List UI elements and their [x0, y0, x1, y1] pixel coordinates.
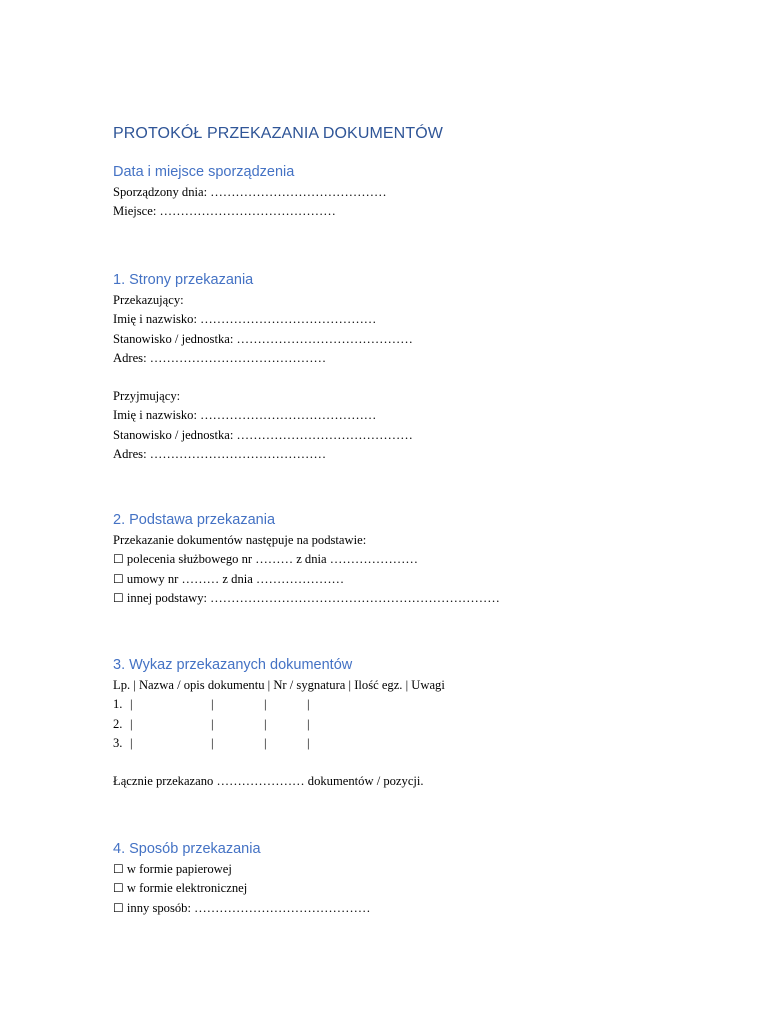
method-option-label: w formie papierowej	[126, 862, 232, 876]
cell-separator: |	[264, 716, 267, 731]
section-date-place	[113, 161, 387, 222]
method-option-label: w formie elektronicznej	[126, 881, 248, 896]
cell-separator: |	[130, 735, 133, 750]
section-heading-parties: 1. Strony przekazania	[113, 272, 254, 288]
section-basis	[113, 509, 500, 608]
method-option-label: inny sposób: ……………………………………	[126, 900, 371, 915]
table-header-row: Lp. | Nazwa / opis dokumentu | Nr / sygnatura | Ilość egz. | Uwagi	[113, 678, 445, 692]
cell-separator: |	[130, 716, 133, 731]
cell-separator: |	[211, 716, 214, 731]
giver-label: Przekazujący:	[113, 293, 184, 307]
receiver-label: Przyjmujący:	[113, 389, 181, 404]
cell-separator: |	[307, 735, 310, 750]
checkbox-icon[interactable]: ☐	[113, 571, 124, 586]
receiver-position: Stanowisko / jednostka: ……………………………………	[113, 427, 413, 442]
receiver-address: Adres: ……………………………………	[113, 447, 327, 462]
giver-position: Stanowisko / jednostka: ……………………………………	[113, 331, 413, 346]
checkbox-icon[interactable]: ☐	[113, 590, 124, 605]
basis-intro: Przekazanie dokumentów następuje na podstawie:	[113, 533, 367, 547]
table-row	[113, 695, 445, 714]
document-title: PROTOKÓŁ PRZEKAZANIA DOKUMENTÓW	[113, 125, 443, 142]
cell-separator: |	[130, 697, 133, 712]
cell-separator: |	[307, 697, 310, 712]
method-option[interactable]	[113, 860, 370, 879]
receiver-name: Imię i nazwisko: ……………………………………	[113, 408, 377, 423]
row-number: 2.	[113, 716, 123, 731]
row-number: 1.	[113, 697, 123, 712]
checkbox-icon[interactable]: ☐	[113, 881, 124, 896]
row-number: 3.	[113, 735, 123, 750]
section-document-list	[113, 654, 445, 791]
checkbox-icon[interactable]: ☐	[113, 900, 124, 915]
table-row	[113, 734, 445, 753]
section-transfer-method	[113, 838, 370, 918]
method-option[interactable]	[113, 879, 370, 898]
section-parties	[113, 269, 413, 464]
checkbox-icon[interactable]: ☐	[113, 862, 124, 876]
method-option[interactable]	[113, 899, 370, 918]
basis-option[interactable]	[113, 550, 500, 569]
basis-option-label: polecenia służbowego nr ……… z dnia …………………	[126, 552, 418, 567]
cell-separator: |	[264, 735, 267, 750]
basis-option-label: umowy nr ……… z dnia …………………	[126, 571, 345, 586]
section-heading-document-list: 3. Wykaz przekazanych dokumentów	[113, 657, 353, 673]
cell-separator: |	[264, 697, 267, 712]
basis-option[interactable]	[113, 589, 500, 608]
section-heading-basis: 2. Podstawa przekazania	[113, 512, 276, 528]
checkbox-icon[interactable]: ☐	[113, 552, 124, 567]
giver-address: Adres: ……………………………………	[113, 350, 327, 365]
cell-separator: |	[211, 735, 214, 750]
section-heading-date-place: Data i miejsce sporządzenia	[113, 164, 295, 180]
cell-separator: |	[307, 716, 310, 731]
summary-line: Łącznie przekazano ………………… dokumentów / pozycji.	[113, 774, 424, 789]
date-line: Sporządzony dnia: ……………………………………	[113, 185, 387, 199]
section-heading-transfer-method: 4. Sposób przekazania	[113, 841, 261, 857]
basis-option-label: innej podstawy: ……………………………………………………………	[126, 590, 500, 605]
giver-name: Imię i nazwisko: ……………………………………	[113, 312, 377, 327]
place-line: Miejsce: ……………………………………	[113, 204, 336, 219]
cell-separator: |	[211, 697, 214, 712]
table-row	[113, 715, 445, 734]
basis-option[interactable]	[113, 570, 500, 589]
